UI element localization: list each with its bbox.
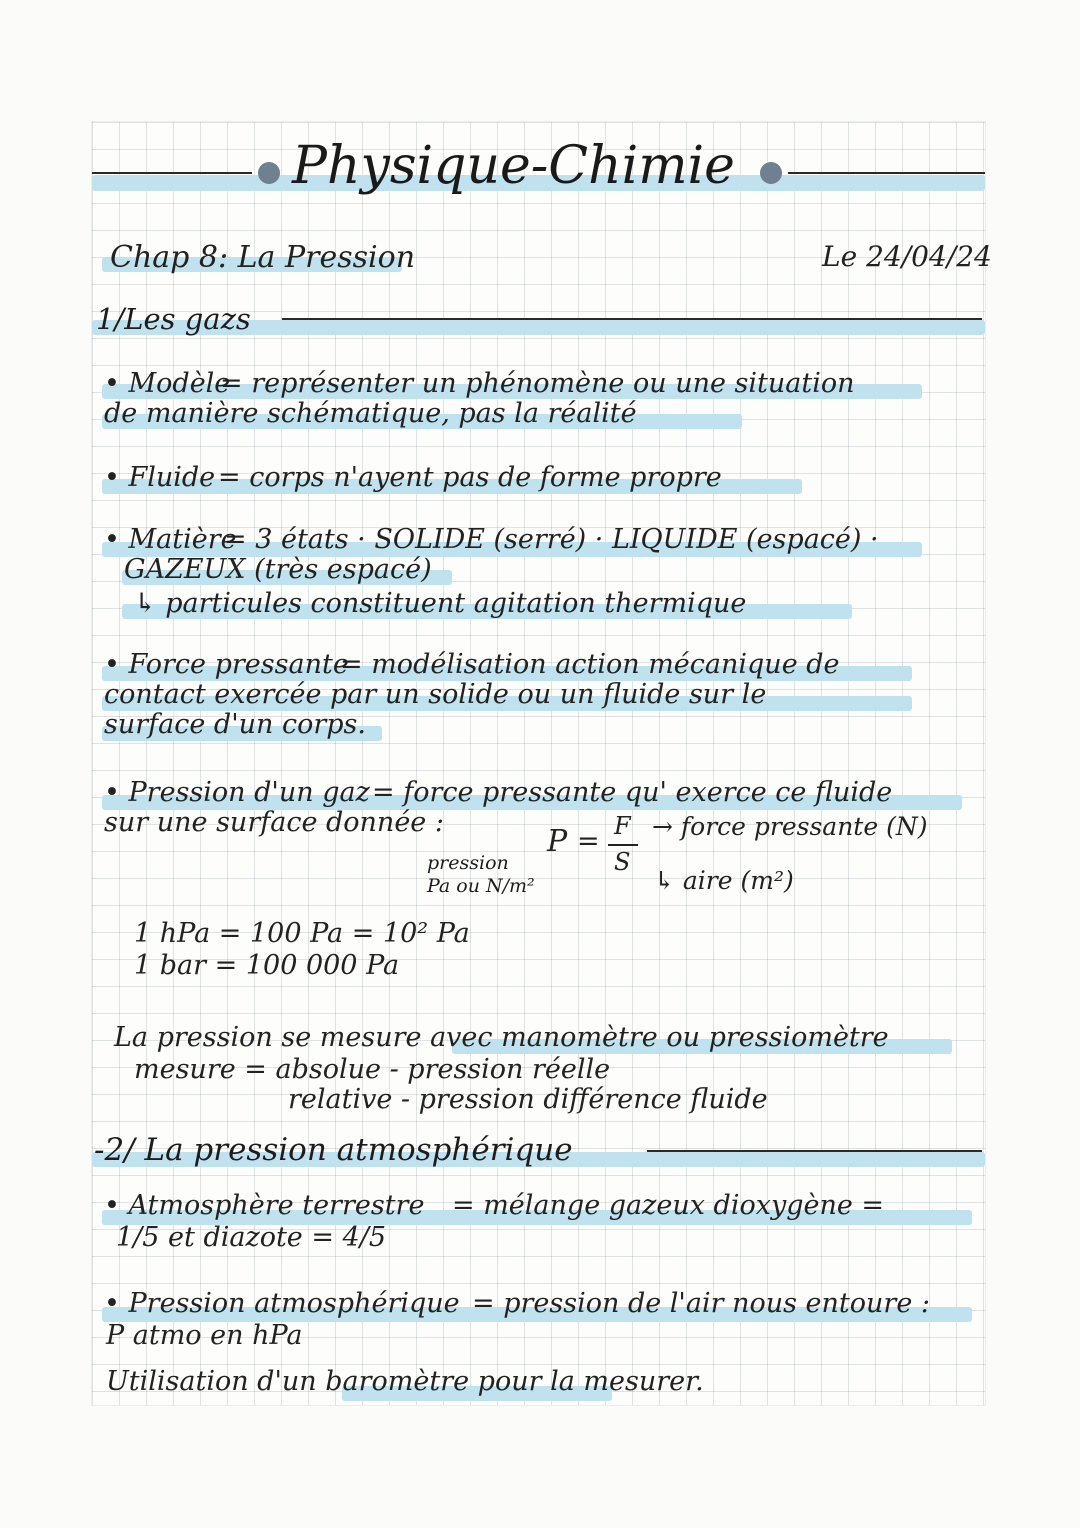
units-line-2: 1 bar = 100 000 Pa: [134, 950, 400, 981]
matiere-def-1: = 3 états · SOLIDE (serré) · LIQUIDE (espacé) ·: [224, 524, 879, 555]
formula-p-label-2: Pa ou N/m²: [427, 875, 535, 897]
fluide-def: = corps n'ayent pas de forme propre: [218, 462, 722, 493]
title-dot-right: [760, 162, 782, 184]
force-def-3: surface d'un corps.: [104, 709, 366, 740]
force-def-1: = modélisation action mécanique de: [340, 649, 840, 680]
units-line-1: 1 hPa = 100 Pa = 10² Pa: [134, 918, 470, 949]
section1-heading: 1/Les gazs: [96, 302, 251, 336]
modele-def-1: = représenter un phénomène ou une situation: [220, 368, 855, 399]
mesure-line-1: La pression se mesure avec manomètre ou pressiomètre: [114, 1022, 889, 1053]
matiere-def-2: GAZEUX (très espacé): [124, 554, 432, 585]
patm-def-1: = pression de l'air nous entoure :: [472, 1288, 930, 1319]
pression-def-2: sur une surface donnée :: [104, 807, 444, 838]
title-rule-left: [92, 172, 252, 174]
matiere-term: • Matière: [104, 524, 237, 555]
barometre-line: Utilisation d'un baromètre pour la mesurer.: [106, 1366, 704, 1397]
patm-term: • Pression atmosphérique: [104, 1288, 460, 1319]
section2-rule: [647, 1150, 982, 1152]
pression-term: • Pression d'un gaz: [104, 777, 370, 808]
page-title: Physique-Chimie: [292, 136, 735, 196]
modele-def-2: de manière schématique, pas la réalité: [104, 398, 637, 429]
graph-paper-sheet: [92, 122, 992, 1405]
section2-heading: -2/ La pression atmosphérique: [94, 1132, 573, 1168]
mesure-line-3: relative - pression différence fluide: [288, 1084, 768, 1115]
atmo-def-1: = mélange gazeux dioxygène =: [452, 1190, 885, 1221]
formula-f-label: → force pressante (N): [652, 812, 928, 841]
pression-def-1: = force pressante qu' exerce ce fluide: [372, 777, 893, 808]
force-term: • Force pressante: [104, 649, 349, 680]
modele-term: • Modèle: [104, 368, 231, 399]
date: Le 24/04/24: [822, 240, 992, 273]
formula-p-label-1: pression: [427, 852, 509, 874]
force-def-2: contact exercée par un solide ou un fluide sur le: [104, 679, 767, 710]
matiere-def-3: ↳ particules constituent agitation thermique: [134, 588, 747, 619]
fluide-term: • Fluide: [104, 462, 216, 493]
formula-eq: =: [577, 826, 600, 857]
atmo-term: • Atmosphère terrestre: [104, 1190, 425, 1221]
mesure-line-2: mesure = absolue - pression réelle: [134, 1054, 611, 1085]
formula-s: S: [614, 848, 631, 876]
section1-rule: [282, 318, 982, 320]
formula-p: P: [547, 824, 568, 859]
formula-f: F: [614, 812, 631, 840]
atmo-def-2: 1/5 et diazote = 4/5: [116, 1222, 387, 1253]
chapter-title: Chap 8: La Pression: [110, 240, 416, 275]
title-rule-right: [788, 172, 985, 174]
title-dot-left: [258, 162, 280, 184]
formula-s-label: ↳ aire (m²): [654, 866, 794, 895]
patm-def-2: P atmo en hPa: [106, 1320, 303, 1351]
formula-fraction-bar: [608, 844, 638, 846]
